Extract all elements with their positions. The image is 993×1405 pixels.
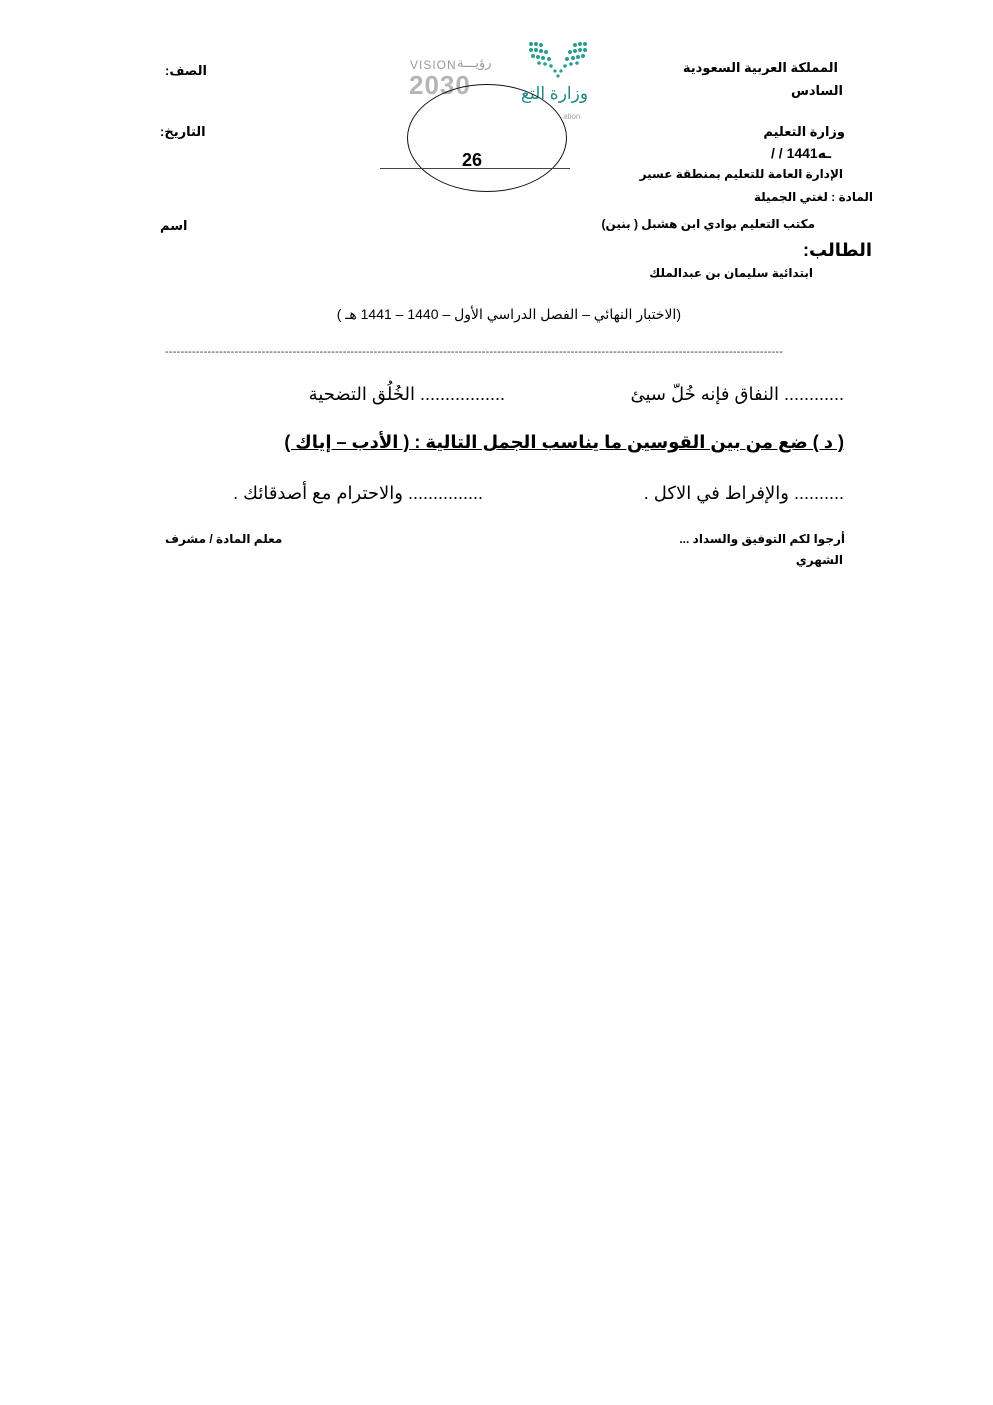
fill-sentence-1-left: ................. الخُلُق التضحية (308, 384, 505, 404)
vision-word: VISION (410, 58, 457, 72)
exam-title: (الاختبار النهائي – الفصل الدراسي الأول – 1440 – 1441 هـ ) (336, 306, 681, 322)
fill-sentence-2-left: ............... والاحترام مع أصدقائك . (233, 483, 483, 503)
date-value (771, 145, 831, 162)
ministry-logo-text: وزارة التع (521, 84, 589, 103)
footer-wishes: أرجوا لكم التوفيق والسداد ... (679, 532, 845, 546)
score-oval (407, 84, 567, 192)
teacher-name: الشهري (795, 553, 843, 567)
school-name: ابتدائية سليمان بن عبدالملك (649, 266, 813, 280)
directorate-name: الإدارة العامة للتعليم بمنطقة عسير (639, 167, 843, 181)
ministry-logo-icon (525, 40, 597, 80)
grade-value: السادس (790, 83, 843, 98)
vision-arabic: رؤيـــة (457, 55, 492, 70)
fill-sentence-1-right: ............ النفاق فإنه خُلّ سيئ (630, 384, 844, 404)
student-label: الطالب: (802, 240, 872, 260)
score-value: 26 (462, 150, 483, 170)
section-d-heading: ( د ) ضع من بين القوسين ما يناسب الجمل التالية : ( الأدب – إياك ) (284, 432, 844, 452)
vision-year: 2030 (409, 70, 471, 100)
ministry-logo-subtext: ation (563, 112, 581, 121)
footer-roles: معلم المادة / مشرف (165, 532, 283, 546)
date-value-text: / / 1441هـ (771, 145, 831, 161)
dashed-separator: ---------------------------------------------------------------------------------------------------------------------------------------------------------------- (165, 346, 784, 358)
date-label: التاريخ: (160, 124, 206, 139)
country-name: المملكة العربية السعودية (682, 60, 838, 75)
fill-sentence-2-right: .......... والإفراط في الاكل . (643, 483, 844, 503)
subject-label: المادة : لغتي الجميلة (753, 190, 873, 204)
grade-label: الصف: (165, 63, 207, 78)
education-office: مكتب التعليم بوادي ابن هشبل ( بنين) (601, 217, 815, 231)
ministry-name: وزارة التعليم (763, 124, 845, 139)
name-label: اسم (160, 218, 188, 233)
